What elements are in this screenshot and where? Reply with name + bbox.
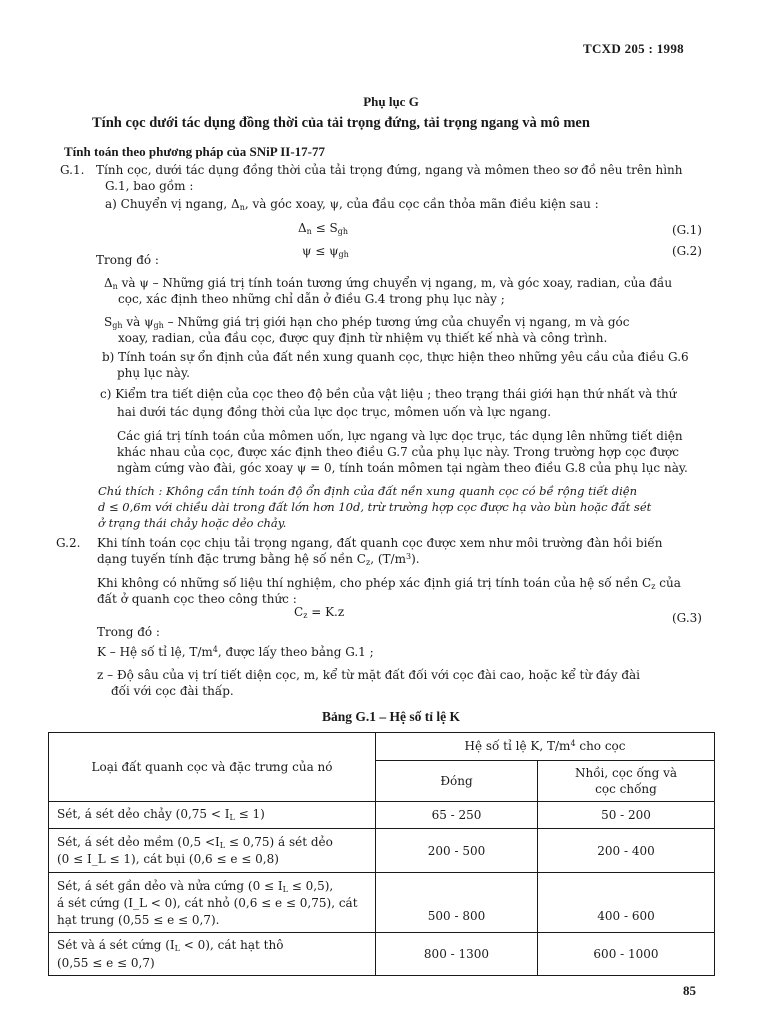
soil-cell: Sét, á sét gần dẻo và nửa cứng $(0 \le I_L \le 0,5)$, á sét cứng (I_L < 0), cát nhỏ (0,6 ≤ e ≤ 0,75), cát hạt trung (0,55 ≤ e ≤ 0,7). [49, 873, 376, 933]
bored-value: 600 - 1000 [538, 933, 715, 976]
bored-value: 50 - 200 [538, 802, 715, 829]
g1-item-a: a) Chuyển vị ngang, $\Delta_n$, và góc xoay, ψ, của đầu cọc cần thỏa mãn điều kiện sau : [105, 197, 599, 212]
formula-g2-number: (G.2) [672, 244, 702, 258]
table-row [49, 829, 715, 873]
soil-cell: Sét và á sét cứng $(I_L < 0)$, cát hạt thô (0,55 ≤ e ≤ 0,7) [49, 933, 376, 976]
header-coefficient: Hệ số tỉ lệ K, $T/m^4$ cho cọc [376, 733, 715, 761]
where-label-1: Trong đó : [96, 253, 159, 267]
g2-para-2-line-2: đất ở quanh cọc theo công thức : [97, 592, 297, 606]
g1-intro-line-2: G.1, bao gồm : [105, 179, 194, 193]
appendix-title: Phụ lục G [363, 94, 419, 109]
definition-delta-psi: $\Delta_n$ và ψ – Những giá trị tính toán tương ứng chuyển vị ngang, m, và góc xoay, radian, của đầu [104, 276, 673, 291]
definition-k: K – Hệ số tỉ lệ, $T/m^4$, được lấy theo bảng G.1 ; [97, 645, 374, 659]
note-line-1: Chú thích : Không cần tính toán độ ổn định của đất nền xung quanh cọc có bề rộng tiết diện [98, 484, 637, 498]
header-bored-pile: Nhồi, cọc ống và cọc chống [538, 761, 715, 802]
table-row [49, 802, 715, 829]
table-header-row [49, 733, 715, 761]
g1-item-b-line-1: b) Tính toán sự ổn định của đất nền xung quanh cọc, thực hiện theo những yêu cầu của điều G.6 [102, 350, 689, 364]
where-label-2: Trong đó : [97, 625, 160, 639]
page-number: 85 [683, 983, 696, 998]
formula-g3-number: (G.3) [672, 611, 702, 625]
definition-limits: $S_{gh}$ và $\psi_{gh}$ – Những giá trị giới hạn cho phép tương ứng của chuyển vị ngang, m và góc [104, 315, 630, 330]
standard-code: TCXD 205 : 1998 [583, 41, 684, 56]
g2-para-2-line-1: Khi không có những số liệu thí nghiệm, cho phép xác định giá trị tính toán của hệ số nền $C_z$ của [97, 576, 681, 591]
g1-para-line-1: Các giá trị tính toán của mômen uốn, lực ngang và lực dọc trục, tác dụng lên những tiết diện [117, 429, 683, 443]
definition-z-line-1: z – Độ sâu của vị trí tiết diện cọc, m, kể từ mặt đất đối với cọc đài cao, hoặc kể từ đáy đài [97, 668, 641, 682]
formula-g1-number: (G.1) [672, 223, 702, 237]
clause-g2-label: G.2. [56, 536, 81, 550]
note-line-2: d ≤ 0,6m với chiều dài trong đất lớn hơn 10d, trừ trường hợp cọc được hạ vào bùn hoặc đất sét [98, 500, 652, 514]
section-heading: Tính toán theo phương pháp của SNiP II-17-77 [64, 144, 325, 159]
g2-para-1-line-2: dạng tuyến tính đặc trưng bằng hệ số nền $C_z$, $(T/m^3)$. [97, 552, 420, 567]
soil-cell: Sét, á sét dẻo mềm $(0,5 <I_L \le 0,75)$ á sét dẻo (0 ≤ I_L ≤ 1), cát bụi (0,6 ≤ e ≤ 0,8) [49, 829, 376, 873]
formula-g1: $\Delta_n \le S_{gh}$ [298, 221, 349, 236]
formula-g3: $C_z = K.z$ [294, 605, 345, 620]
driven-value: 800 - 1300 [376, 933, 538, 976]
header-driven-pile: Đóng [376, 761, 538, 802]
driven-value: 65 - 250 [376, 802, 538, 829]
header-soil-type: Loại đất quanh cọc và đặc trưng của nó [49, 733, 376, 802]
table-caption: Bảng G.1 – Hệ số tỉ lệ K [322, 709, 460, 724]
definition-limits-cont: xoay, radian, của đầu cọc, được quy định từ nhiệm vụ thiết kế nhà và công trình. [118, 331, 608, 345]
bored-value: 200 - 400 [538, 829, 715, 873]
g1-item-b-line-2: phụ lục này. [117, 366, 190, 380]
table-row [49, 873, 715, 933]
clause-g1-label: G.1. [60, 163, 85, 177]
formula-g2: $\psi \le \psi_{gh}$ [302, 244, 349, 259]
g1-item-c-line-1: c) Kiểm tra tiết diện của cọc theo độ bền của vật liệu ; theo trạng thái giới hạn thứ nhất và thứ [100, 387, 677, 401]
table-row [49, 933, 715, 976]
soil-cell: Sét, á sét dẻo chảy $(0,75 < I_L \le 1)$ [49, 802, 376, 829]
definition-delta-psi-cont: cọc, xác định theo những chỉ dẫn ở điều G.4 trong phụ lục này ; [118, 292, 505, 306]
g1-para-line-2: khác nhau của cọc, được xác định theo điều G.7 của phụ lục này. Trong trường hợp cọc được [117, 445, 679, 459]
driven-value: 500 - 800 [376, 873, 538, 933]
driven-value: 200 - 500 [376, 829, 538, 873]
g1-para-line-3: ngàm cứng vào đài, góc xoay ψ = 0, tính toán mômen tại ngàm theo điều G.8 của phụ lục này. [117, 461, 688, 475]
coefficient-table [48, 732, 715, 976]
g2-para-1-line-1: Khi tính toán cọc chịu tải trọng ngang, đất quanh cọc được xem như môi trường đàn hồi biến [97, 536, 663, 550]
document-title: Tính cọc dưới tác dụng đồng thời của tải trọng đứng, tải trọng ngang và mô men [92, 115, 590, 131]
bored-value: 400 - 600 [538, 873, 715, 933]
g1-item-c-line-2: hai dưới tác dụng đồng thời của lực dọc trục, mômen uốn và lực ngang. [117, 405, 552, 419]
note-line-3: ở trạng thái chảy hoặc dẻo chảy. [98, 516, 287, 530]
g1-intro-line-1: Tính cọc, dưới tác dụng đồng thời của tải trọng đứng, ngang và mômen theo sơ đồ nêu trên hình [96, 163, 683, 177]
definition-z-line-2: đối với cọc đài thấp. [111, 684, 234, 698]
